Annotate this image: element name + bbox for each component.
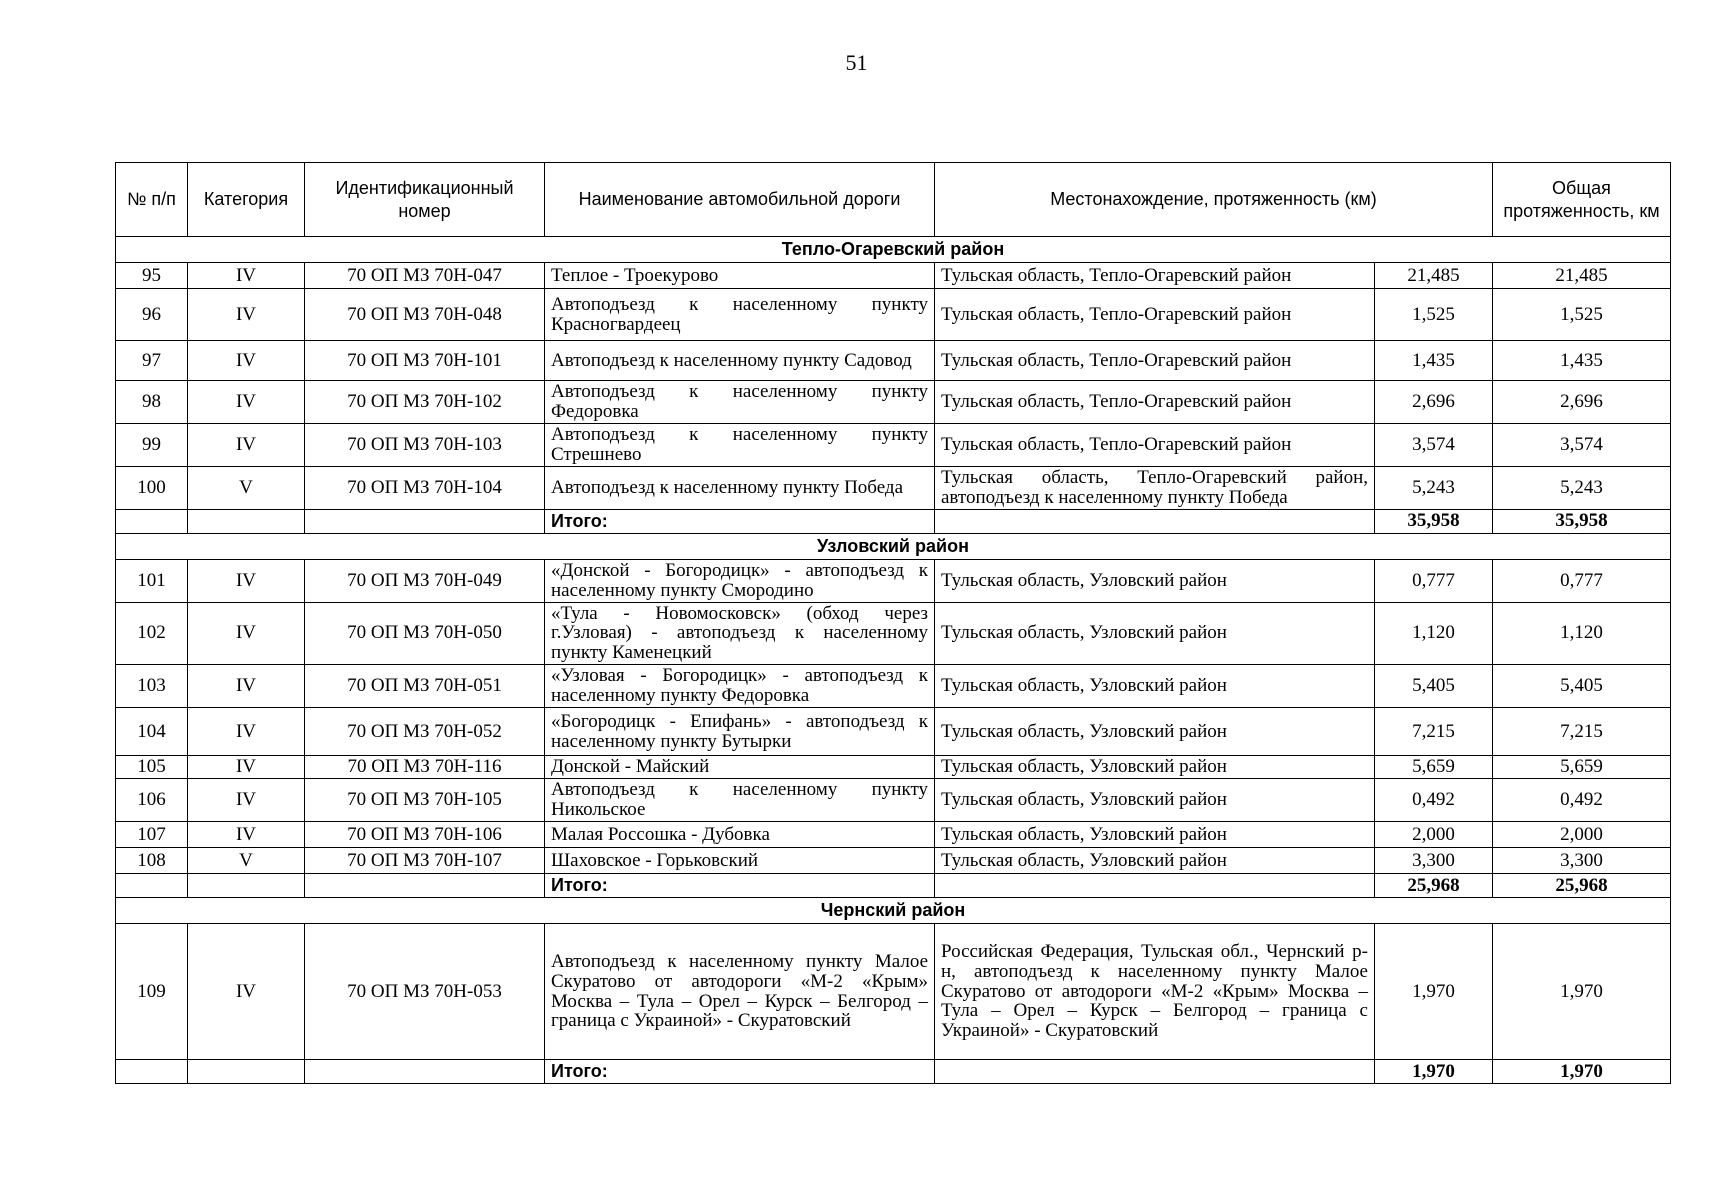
row-total-length: 21,485 (1493, 263, 1671, 289)
row-number: 100 (116, 466, 188, 509)
table-row (116, 779, 1671, 822)
table-row (116, 263, 1671, 289)
row-number: 96 (116, 289, 188, 341)
row-road-name: Донской - Майский (545, 756, 935, 779)
empty-cell (116, 509, 188, 533)
row-category: IV (188, 602, 305, 665)
row-road-name: Шаховское - Горьковский (545, 848, 935, 874)
row-id-number: 70 ОП МЗ 70Н-105 (305, 779, 545, 822)
district-header (116, 898, 1671, 924)
row-total-length: 2,000 (1493, 822, 1671, 848)
row-location: Тульская область, Узловский район (935, 665, 1375, 708)
row-id-number: 70 ОП МЗ 70Н-101 (305, 341, 545, 381)
table-row (116, 924, 1671, 1060)
empty-cell (935, 874, 1375, 898)
district-title: Узловский район (116, 533, 1671, 559)
empty-cell (305, 509, 545, 533)
row-total-length: 1,435 (1493, 341, 1671, 381)
row-category: IV (188, 779, 305, 822)
table-row (116, 822, 1671, 848)
row-category: IV (188, 924, 305, 1060)
row-total-length: 3,574 (1493, 423, 1671, 466)
table-row (116, 466, 1671, 509)
table-row (116, 423, 1671, 466)
row-road-name: «Тула - Новомосковск» (обход через г.Узловая) - автоподъезд к населенному пункту Каменецкий (545, 602, 935, 665)
row-id-number: 70 ОП МЗ 70Н-107 (305, 848, 545, 874)
row-category: IV (188, 423, 305, 466)
row-location: Тульская область, Узловский район (935, 822, 1375, 848)
empty-cell (116, 874, 188, 898)
header-location: Местонахождение, протяженность (км) (935, 163, 1493, 237)
row-road-name: Автоподъезд к населенному пункту Никольское (545, 779, 935, 822)
table-row (116, 289, 1671, 341)
roads-body (116, 237, 1671, 1084)
row-category: IV (188, 341, 305, 381)
row-road-name: Теплое - Троекурово (545, 263, 935, 289)
row-total-length: 0,492 (1493, 779, 1671, 822)
row-total-length: 1,525 (1493, 289, 1671, 341)
total-label: Итого: (545, 1060, 935, 1084)
row-category: IV (188, 289, 305, 341)
empty-cell (188, 509, 305, 533)
row-location: Тульская область, Тепло-Огаревский район (935, 423, 1375, 466)
row-road-name: «Донской - Богородицк» - автоподъезд к населенному пункту Смородино (545, 559, 935, 602)
row-id-number: 70 ОП МЗ 70Н-104 (305, 466, 545, 509)
empty-cell (935, 1060, 1375, 1084)
header-num: № п/п (116, 163, 188, 237)
row-road-name: Автоподъезд к населенному пункту Малое Скуратово от автодороги «М-2 «Крым» Москва – Тула – Орел – Курск – Белгород – граница с Украиной» - Скуратовский (545, 924, 935, 1060)
row-id-number: 70 ОП МЗ 70Н-049 (305, 559, 545, 602)
row-total-length: 5,243 (1493, 466, 1671, 509)
total-label: Итого: (545, 509, 935, 533)
district-title: Чернский район (116, 898, 1671, 924)
page-number: 51 (845, 50, 868, 75)
row-road-name: Автоподъезд к населенному пункту Стрешнево (545, 423, 935, 466)
row-length: 21,485 (1375, 263, 1493, 289)
row-location: Тульская область, Узловский район (935, 602, 1375, 665)
row-length: 0,492 (1375, 779, 1493, 822)
row-road-name: Малая Россошка - Дубовка (545, 822, 935, 848)
row-id-number: 70 ОП МЗ 70Н-103 (305, 423, 545, 466)
roads-table (115, 162, 1671, 1084)
row-number: 101 (116, 559, 188, 602)
row-location: Тульская область, Тепло-Огаревский район (935, 341, 1375, 381)
row-road-name: Автоподъезд к населенному пункту Красногвардеец (545, 289, 935, 341)
row-id-number: 70 ОП МЗ 70Н-047 (305, 263, 545, 289)
row-total-length: 7,215 (1493, 708, 1671, 756)
row-id-number: 70 ОП МЗ 70Н-051 (305, 665, 545, 708)
row-number: 103 (116, 665, 188, 708)
row-location: Тульская область, Тепло-Огаревский район (935, 263, 1375, 289)
row-number: 97 (116, 341, 188, 381)
row-id-number: 70 ОП МЗ 70Н-050 (305, 602, 545, 665)
row-length: 7,215 (1375, 708, 1493, 756)
empty-cell (116, 1060, 188, 1084)
row-number: 99 (116, 423, 188, 466)
row-id-number: 70 ОП МЗ 70Н-116 (305, 756, 545, 779)
row-total-length: 5,659 (1493, 756, 1671, 779)
row-id-number: 70 ОП МЗ 70Н-052 (305, 708, 545, 756)
row-number: 107 (116, 822, 188, 848)
row-length: 5,405 (1375, 665, 1493, 708)
row-category: IV (188, 822, 305, 848)
total-overall-length: 1,970 (1493, 1060, 1671, 1084)
total-overall-length: 35,958 (1493, 509, 1671, 533)
table-row (116, 381, 1671, 424)
row-location: Тульская область, Узловский район (935, 779, 1375, 822)
district-header (116, 237, 1671, 263)
total-length: 1,970 (1375, 1060, 1493, 1084)
row-length: 0,777 (1375, 559, 1493, 602)
row-length: 2,000 (1375, 822, 1493, 848)
empty-cell (188, 1060, 305, 1084)
row-number: 104 (116, 708, 188, 756)
row-total-length: 3,300 (1493, 848, 1671, 874)
row-road-name: Автоподъезд к населенному пункту Федоровка (545, 381, 935, 424)
row-number: 105 (116, 756, 188, 779)
table-row (116, 559, 1671, 602)
row-total-length: 2,696 (1493, 381, 1671, 424)
row-length: 2,696 (1375, 381, 1493, 424)
header-category: Категория (188, 163, 305, 237)
total-length: 35,958 (1375, 509, 1493, 533)
row-length: 1,435 (1375, 341, 1493, 381)
row-id-number: 70 ОП МЗ 70Н-048 (305, 289, 545, 341)
total-overall-length: 25,968 (1493, 874, 1671, 898)
row-number: 98 (116, 381, 188, 424)
row-location: Тульская область, Тепло-Огаревский район, автоподъезд к населенному пункту Победа (935, 466, 1375, 509)
row-length: 3,300 (1375, 848, 1493, 874)
table-row (116, 602, 1671, 665)
row-number: 102 (116, 602, 188, 665)
row-id-number: 70 ОП МЗ 70Н-106 (305, 822, 545, 848)
row-number: 106 (116, 779, 188, 822)
total-label: Итого: (545, 874, 935, 898)
row-road-name: Автоподъезд к населенному пункту Победа (545, 466, 935, 509)
row-location: Тульская область, Узловский район (935, 756, 1375, 779)
table-row (116, 341, 1671, 381)
row-category: IV (188, 708, 305, 756)
row-location: Тульская область, Узловский район (935, 708, 1375, 756)
table-row (116, 708, 1671, 756)
table-row (116, 756, 1671, 779)
row-length: 1,120 (1375, 602, 1493, 665)
row-location: Тульская область, Тепло-Огаревский район (935, 381, 1375, 424)
row-category: V (188, 848, 305, 874)
row-total-length: 1,970 (1493, 924, 1671, 1060)
row-location: Тульская область, Узловский район (935, 559, 1375, 602)
empty-cell (188, 874, 305, 898)
row-total-length: 0,777 (1493, 559, 1671, 602)
empty-cell (935, 509, 1375, 533)
empty-cell (305, 1060, 545, 1084)
row-id-number: 70 ОП МЗ 70Н-102 (305, 381, 545, 424)
row-road-name: «Богородицк - Епифань» - автоподъезд к населенному пункту Бутырки (545, 708, 935, 756)
total-row (116, 874, 1671, 898)
row-length: 5,243 (1375, 466, 1493, 509)
row-length: 3,574 (1375, 423, 1493, 466)
total-row (116, 509, 1671, 533)
header-id: Идентификационный номер (305, 163, 545, 237)
row-road-name: «Узловая - Богородицк» - автоподъезд к населенному пункту Федоровка (545, 665, 935, 708)
row-location: Тульская область, Узловский район (935, 848, 1375, 874)
row-number: 108 (116, 848, 188, 874)
row-number: 109 (116, 924, 188, 1060)
row-number: 95 (116, 263, 188, 289)
row-category: IV (188, 263, 305, 289)
row-road-name: Автоподъезд к населенному пункту Садовод (545, 341, 935, 381)
total-length: 25,968 (1375, 874, 1493, 898)
row-location: Российская Федерация, Тульская обл., Чернский р-н, автоподъезд к населенному пункту Малое Скуратово от автодороги «М-2 «Крым» Москва – Тула – Орел – Курск – Белгород – граница с Украиной» - Скуратовский (935, 924, 1375, 1060)
row-length: 1,970 (1375, 924, 1493, 1060)
district-title: Тепло-Огаревский район (116, 237, 1671, 263)
row-length: 1,525 (1375, 289, 1493, 341)
row-category: IV (188, 665, 305, 708)
row-total-length: 1,120 (1493, 602, 1671, 665)
header-name: Наименование автомобильной дороги (545, 163, 935, 237)
row-category: IV (188, 756, 305, 779)
row-category: IV (188, 381, 305, 424)
row-total-length: 5,405 (1493, 665, 1671, 708)
table-row (116, 848, 1671, 874)
empty-cell (305, 874, 545, 898)
total-row (116, 1060, 1671, 1084)
row-length: 5,659 (1375, 756, 1493, 779)
row-category: V (188, 466, 305, 509)
header-row (116, 163, 1671, 237)
row-id-number: 70 ОП МЗ 70Н-053 (305, 924, 545, 1060)
row-location: Тульская область, Тепло-Огаревский район (935, 289, 1375, 341)
header-total: Общая протяженность, км (1493, 163, 1671, 237)
row-category: IV (188, 559, 305, 602)
district-header (116, 533, 1671, 559)
table-row (116, 665, 1671, 708)
